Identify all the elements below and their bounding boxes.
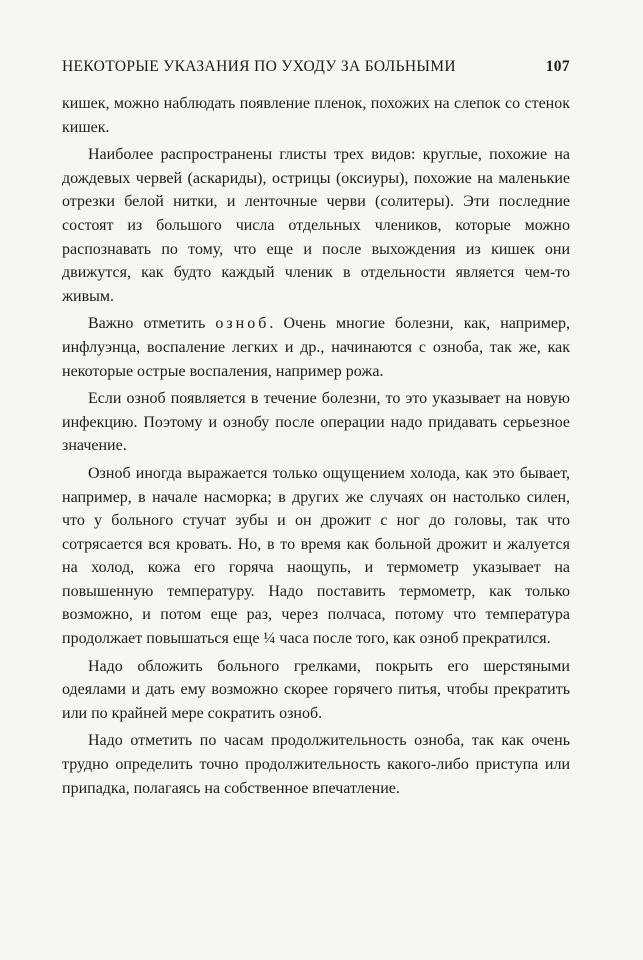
paragraph-chills-intro-rest: . Очень многие болезни, как, например, инфлуэнца, воспаление легких и др., начинаются с озноба, так же, как некоторые острые воспаления, например рожа. bbox=[62, 315, 571, 380]
paragraph-chills-description: Озноб иногда выражается только ощущением холода, как это бывает, например, в начале насморка; в других же случаях он настолько силен, что у больного стучат зубы и он дрожит с ног до головы, так что сотрясается вся кровать. Но, в то время как больной дрожит и жалуется на холод, кожа его горяча наощупь, и термометр указывает на повышенную температуру. Надо поставить термометр, как только возможно, и потом еще раз, через полчаса, потому что температура продолжает повышаться еще ¼ часа после того, как озноб прекратился. bbox=[62, 464, 570, 648]
book-page bbox=[62, 58, 570, 804]
paragraph-chills-intro-start: Важно отметить bbox=[88, 315, 206, 333]
page-number: 107 bbox=[545, 58, 570, 75]
paragraph-continued: кишек, можно наблюдать появление пленок, похожих на слепок со стенок кишек. bbox=[62, 95, 570, 136]
paragraph-warming: Надо обложить больного грелками, покрыть его шерстяными одеялами и дать ему возможно скорее горячего питья, чтобы прекратить или по крайней мере сократить озноб. bbox=[62, 657, 570, 722]
paragraph-duration: Надо отметить по часам продолжительность озноба, так как очень трудно определить точно продолжительность какого-либо приступа или припадка, полагаясь на собственное впечатление. bbox=[62, 732, 570, 797]
body-text bbox=[62, 92, 570, 800]
emphasized-term: озноб bbox=[215, 315, 270, 333]
running-header bbox=[62, 58, 570, 76]
paragraph-worms: Наиболее распространены глисты трех видов: круглые, похожие на дождевых червей (аскариды), острицы (оксиуры), похожие на маленькие отрезки белой нитки, и ленточные черви (солитеры). Эти последние состоят из большого числа отдельных члеников, которые можно распознавать по тому, что еще и после выхождения из кишек они движутся, как будто каждый членик в отдельности является чем-то живым. bbox=[62, 146, 570, 305]
paragraph-new-infection: Если озноб появляется в течение болезни, то это указывает на новую инфекцию. Поэтому и ознобу после операции надо придавать серьезное значение. bbox=[62, 390, 570, 455]
paragraph-chills-intro bbox=[62, 312, 570, 383]
running-header-title: НЕКОТОРЫЕ УКАЗАНИЯ ПО УХОДУ ЗА БОЛЬНЫМИ bbox=[62, 58, 456, 75]
